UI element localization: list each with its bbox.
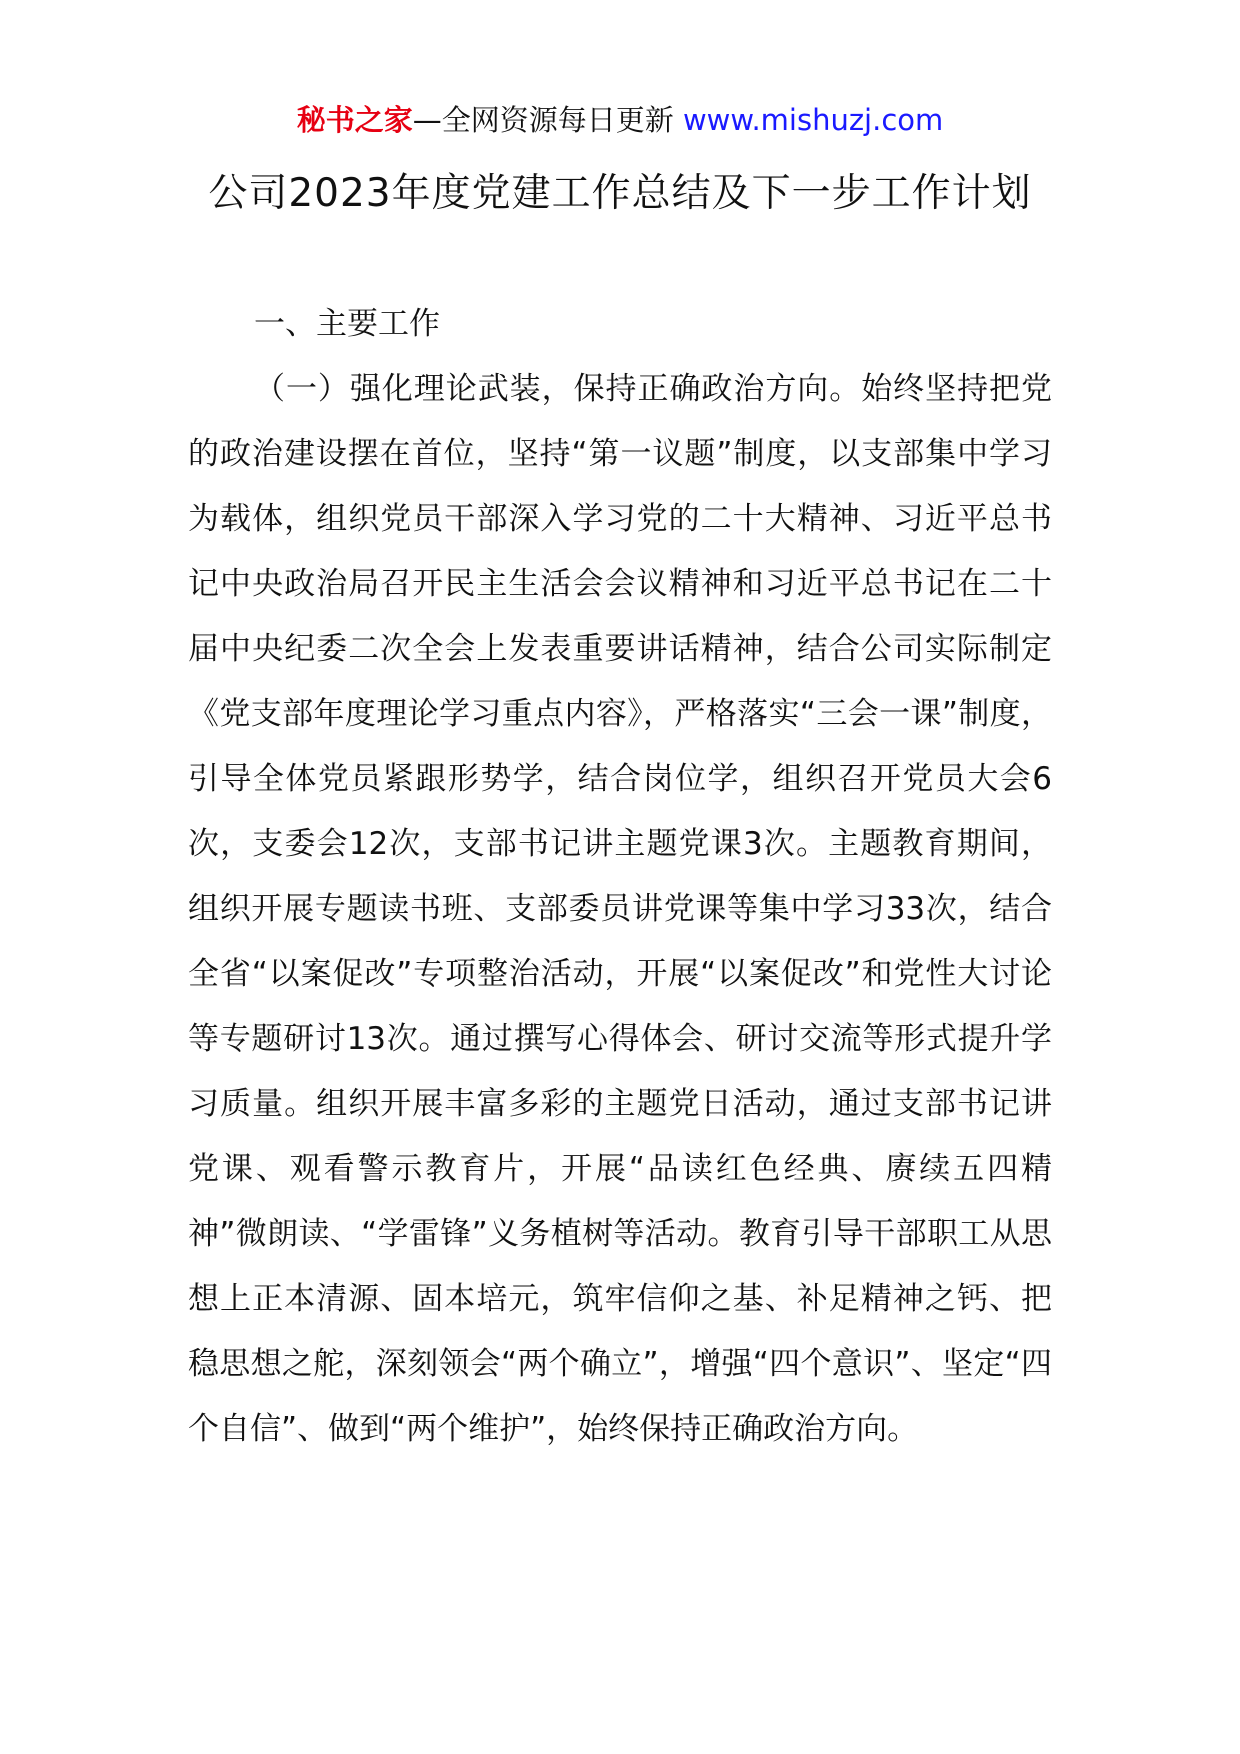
brand-name: 秘书之家 xyxy=(296,103,413,137)
body-paragraph: （一）强化理论武装，保持正确政治方向。始终坚持把党的政治建设摆在首位，坚持“第一议题”制度，以支部集中学习为载体，组织党员干部深入学习党的二十大精神、习近平总书记中央政治局召开民主生活会会议精神和习近平总书记在二十届中央纪委二次全会上发表重要讲话精神，结合公司实际制定《党支部年度理论学习重点内容》，严格落实“三会一课”制度，引导全体党员紧跟形势学，结合岗位学，组织召开党员大会6次，支委会12次，支部书记讲主题党课3次。主题教育期间，组织开展专题读书班、支部委员讲党课等集中学习33次，结合全省“以案促改”专项整治活动，开展“以案促改”和党性大讨论等专题研讨13次。通过撰写心得体会、研讨交流等形式提升学习质量。组织开展丰富多彩的主题党日活动，通过支部书记讲党课、观看警示教育片，开展“品读红色经典、赓续五四精神”微朗读、“学雷锋”义务植树等活动。教育引导干部职工从思想上正本清源、固本培元，筑牢信仰之基、补足精神之钙、把稳思想之舵，深刻领会“两个确立”，增强“四个意识”、坚定“四个自信”、做到“两个维护”，始终保持正确政治方向。 xyxy=(188,371,1052,1447)
section-heading: 一、主要工作 xyxy=(254,306,440,342)
document-body xyxy=(188,292,1052,1462)
document-title: 公司2023年度党建工作总结及下一步工作计划 xyxy=(208,171,1032,216)
header-slogan: —全网资源每日更新 xyxy=(412,103,674,137)
site-url[interactable]: www.mishuzj.com xyxy=(682,103,944,137)
site-header xyxy=(0,100,1240,140)
